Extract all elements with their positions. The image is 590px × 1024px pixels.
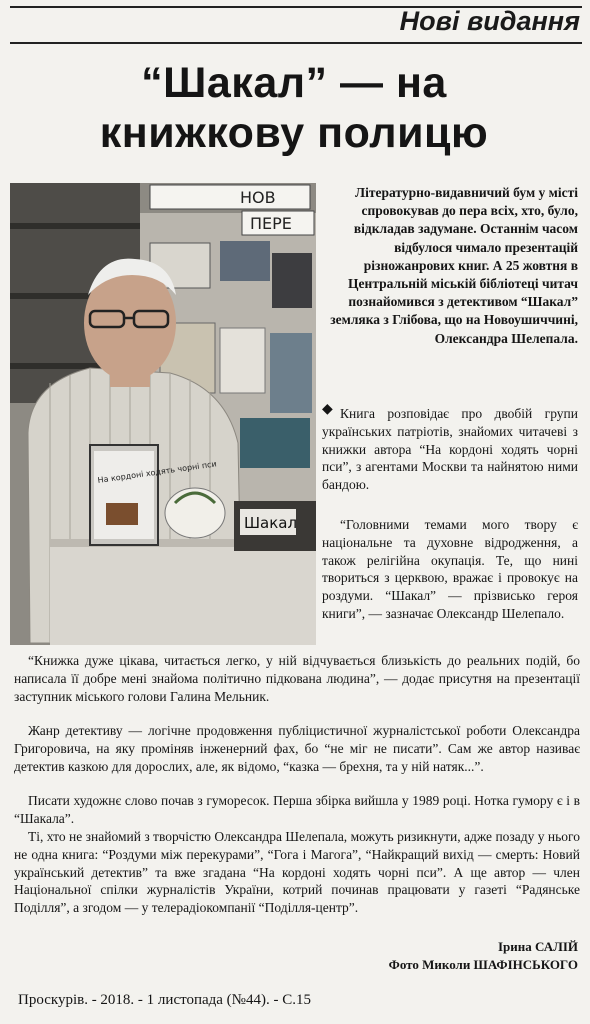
paragraph-4: Жанр детективу — логічне продовження публіцистичної журналістської роботи Олександра Григоровича, на яку проміняв інженерний фах, бо “не міг не писати”. Сам же автор називає детектив казкою для дорослих, але, як відомо, “казка — брехня, та у ній натяк...”. — [14, 723, 580, 774]
photo-sign-mid: ПЕРЕ — [250, 214, 292, 233]
photo-credit: Фото Миколи ШАФІНСЬКОГО — [388, 957, 578, 972]
paragraph-1: Книга розповідає про двобій групи українських патріотів, знайомих читачеві з книжки автора “На кордоні ходять чорні пси”, з агентами Москви та найнятою ними бандою. — [322, 406, 578, 493]
paragraph-3: “Книжка дуже цікава, читається легко, у ній відчувається близькість до реальних подій, бо написала її добре мені знайома політично підкована людина”, — додає присутня на презентації заступник міського голови Галина Мельник. — [14, 653, 580, 704]
author-photo — [10, 183, 316, 645]
source-footer: Проскурів. - 2018. - 1 листопада (№44). - С.15 — [18, 992, 311, 1008]
lead-paragraph: Літературно-видавничий бум у місті спровокував до пера всіх, хто, було, відкладав задумане. Останнім часом відбулося чимало презентацій різножанрових книг. А 25 жовтня в Центральній міській бібліотеці читач познайомився з детективом “Шакал” земляка з Глібова, що на Новоушиччині, Олександра Шелепала. — [330, 185, 578, 346]
paragraph-2: “Головними темами мого твору є національне та духовне відродження, а також релігійна окупація. Те, що нині твориться з церквою, вражає і провокує на роздуми. “Шакал” — прізвисько героя книги”, — зазначає Олександр Шелепало. — [322, 517, 578, 621]
book-spine-title: Шакал — [244, 514, 298, 532]
book-cover-title: На кордоні ходять чорні пси — [97, 459, 218, 485]
paragraph-5: Писати художнє слово почав з гуморесок. Перша збірка вийшла у 1989 році. Нотка гумору є і в “Шакала”. — [14, 793, 580, 826]
author-byline: Ірина САЛІЙ — [497, 939, 578, 954]
headline-line-1: “Шакал” — на — [141, 59, 447, 107]
diamond-bullet-icon: ◆ — [322, 402, 333, 417]
paragraph-6: Ті, хто не знайомий з творчістю Олександра Шелепала, можуть ризикнути, адже позаду у нього не одна книга: “Роздуми між перекурами”, “Гога і Магога”, “Найкращий вихід — смерть: Новий український детектив” та вже згадана “На кордоні ходять чорні пси”. А ще автор — член Національної спілки журналістів України, котрий починав працювати у газеті “Радянське Поділля”, а згодом — у телерадіокомпанії “Поділля-центр”. — [14, 829, 580, 916]
rubric-underline — [10, 42, 582, 44]
headline — [14, 58, 574, 158]
headline-line-2: книжкову полицю — [99, 109, 489, 157]
photo-sign-top: НОВ — [240, 188, 276, 207]
rubric-title: Нові видання — [399, 6, 580, 36]
